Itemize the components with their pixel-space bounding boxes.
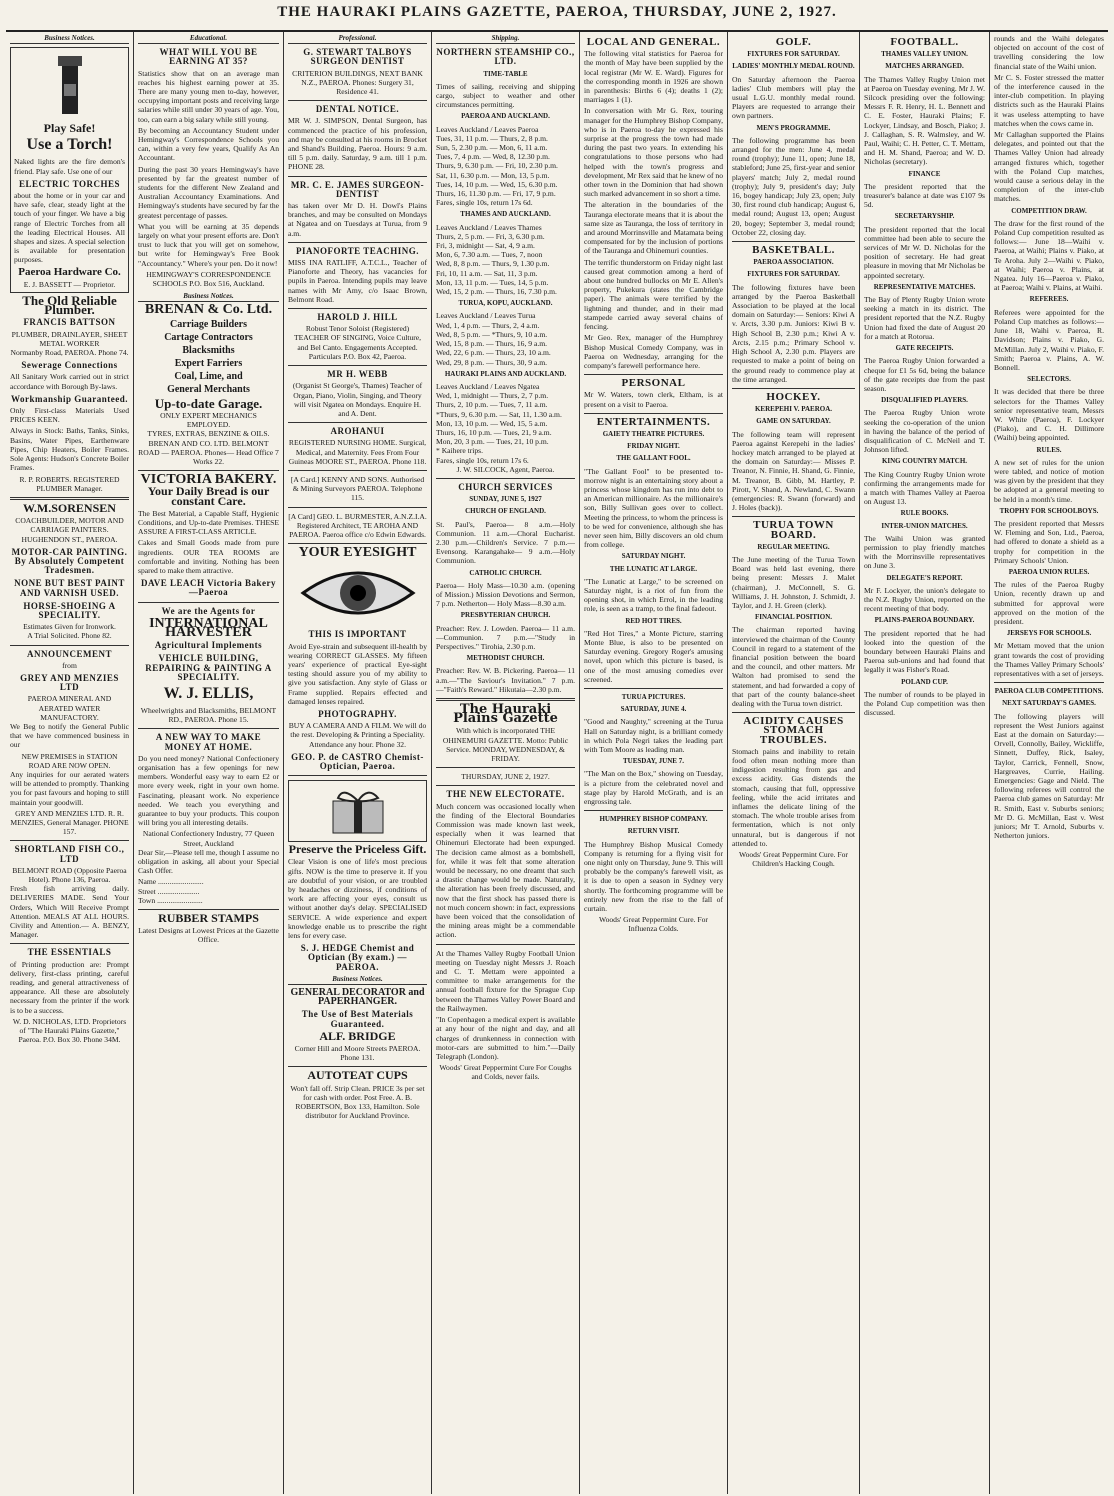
column-shipping <box>432 32 580 1494</box>
delegates-heading: DELEGATE'S REPORT. <box>886 573 963 582</box>
brenan-name: BRENAN & Co. Ltd. <box>144 302 273 318</box>
schedule-turua: Leaves Auckland / Leaves Turua Wed, 1, 4 p.m. — Thurs, 2, 4 a.m. Wed, 8, 5 p.m. — *Thurs, 9, 10 a.m. Wed, 15, 8 p.m. — Thurs, 16, 9 a.m. Wed, 22, 6 p.m. — Thurs, 23, 10 a.m. Wed, 29, 8 p.m. — Thurs, 30, 9 a.m. <box>436 311 551 367</box>
local-p2: In conversation with Mr G. Rex, touring manager for the Humphrey Bishop Company, who is in Paeroa to-day he expressed his surprise at the progress the town had made during the past two years. In extending his congratulations to those persons who had helped with the town's progress and development, Mr Rex said that he knew of no other town in the Dominion that had shown such marked advancement in so short a time. <box>584 106 723 199</box>
earning-p1: Statistics show that on an average man reaches his highest earning power at 35. There are many young men to-day, however, occupying important posts and receiving large salaries while still under 30 years of age. You, too, can earn a big salary while still young. <box>138 68 279 124</box>
schedule-thames: Leaves Auckland / Leaves Thames Thurs, 2, 5 p.m. — Fri, 3, 6.30 p.m. Fri, 3, midnight — Sat, 4, 9 a.m. Mon, 6, 7.30 a.m. — Tues, 7, noon Wed, 8, 8 p.m. — Thurs, 9, 1.30 p.m. Fri, 10, 11 a.m. — Sat, 11, 3 p.m. Mon, 13, 11 p.m. — Tues, 14, 5 p.m. Wed, 15, 2 p.m. — Thurs, 16, 7.30 p.m. <box>436 222 557 297</box>
column-educational <box>134 32 284 1494</box>
webb-heading: MR H. WEBB <box>327 369 388 380</box>
gallant-text: "The Gallant Fool" to be presented to-morrow night is an entertaining story about a princess whose kingdom has run into debt to an American millionaire. As the millionaire's son, Billy Sullivan goes over to collect. Meeting the princess, to whom the princess is to be wed for convenience, although she has never seen him, Billy discovers an old chum from college. <box>584 466 723 550</box>
james-heading: MR. C. E. JAMES SURGEON-DENTIST <box>290 179 425 199</box>
selectors-text: It was decided that there be three selectors for the Thames Valley senior representative team, Messrs W. White (Paeroa), F. Lockyer (Piako), and C. H. Dillimore (Waihi) being appointed. <box>994 387 1104 443</box>
hemingway-address: HEMINGWAY'S CORRESPONDENCE SCHOOLS P.O. Box 516, Auckland. <box>146 269 271 289</box>
silcock-agent: J. W. SILCOCK, Agent, Paeroa. <box>456 464 555 474</box>
games-heading: NEXT SATURDAY'S GAMES. <box>1002 699 1096 708</box>
shortland-address: BELMONT ROAD (Opposite Paeroa Hotel). Phone 136, Paeroa. <box>12 865 127 885</box>
turua-pictures-heading: TURUA PICTURES. <box>621 693 686 701</box>
paeroa-auckland-heading: PAEROA AND AUCKLAND. <box>461 112 550 121</box>
union-heading: THAMES VALLEY UNION. <box>881 50 968 59</box>
referees-text: Referees were appointed for the Poland Cup matches as follows:— June 18, Waihi v. Paeroa, R. Davidson; Plains v. Piako, G. McMillan. July 2, Waihi v. Piako, F. Smith; Paeroa v. Plains, A. W. Bonnell. <box>994 307 1104 372</box>
ellis-name: W. J. ELLIS, <box>163 684 254 702</box>
secretaryship-text: The president reported that the local committee had been able to secure the services of Mr W. D. Nicholas for the position of secretary. He had great pleasure in moving that Mr Nicholas be appointed secretary. <box>864 224 985 280</box>
woods-ad: Woods' Great Peppermint Cure. For Children's Hacking Cough. <box>739 850 848 869</box>
section-heading: Business Notices. <box>288 975 427 985</box>
important-heading: THIS IS IMPORTANT <box>308 629 407 640</box>
motorcar-heading: MOTOR-CAR PAINTING. By Absolutely Competent Tradesmen. <box>11 546 128 576</box>
entertainments-heading: ENTERTAINMENTS. <box>596 415 711 428</box>
programme-heading: MEN'S PROGRAMME. <box>756 123 831 132</box>
column-professional <box>284 32 432 1494</box>
essentials-heading: THE ESSENTIALS <box>27 947 112 958</box>
local-p1: The following vital statistics for Paeroa for the month of May have been supplied by the local registrar (Mr W. E. Ward). Figures for the corresponding month in 1926 are shown in parenthesis: Births 6 (4); deaths 1 (2); marriages 1 (1). <box>584 49 723 105</box>
estimates-text: Estimates Given for Ironwork. <box>23 622 116 632</box>
turua-tuesday: TUESDAY, JUNE 7. <box>623 757 684 766</box>
stamps-text: Latest Designs at Lowest Prices at the Gazette Office. <box>138 926 279 945</box>
presbyterian-heading: PRESBYTERIAN CHURCH. <box>460 611 551 620</box>
hockey-text: The following team will represent Paeroa against Kerepehi in the ladies' hockey match arranged to be played at the domain on Saturday:— Misses P. Treanor, N. Finnie, H. Shand, G. Finnie, M. Treanor, B. Gibb, M. Hartley, P. Pirott, V. Shand, A. Newland, C. Swann (emergencies: R. Swann (forward) and J. Holes (back)). <box>732 429 855 513</box>
boundary-heading: PLAINS-PAEROA BOUNDARY. <box>874 616 975 625</box>
workmanship-heading: Workmanship Guaranteed. <box>10 393 129 404</box>
from-text: from <box>62 660 77 670</box>
humphrey-text: The Humphrey Bishop Musical Comedy Company is returning for a flying visit for one night only on Thursday, June 9. This will probably be the company's farewell visit, as it is due to open a season in Sydney very shortly. The forthcoming programme will be entirely new from the rise to the fall of curtain. <box>584 839 723 914</box>
talboys-address: CRITERION BUILDINGS, NEXT BANK N.Z., PAEROA. Phones: Surgery 31, Residence 41. <box>292 68 423 97</box>
stock-text: Always in Stock: Baths, Tanks, Sinks, Basins, Water Pipes, Earthenware Pipes, Chip Heaters, Boiler Frames. Sole Agents: Hudson's Concrete Boiler Frames. <box>10 426 129 473</box>
golf-text: On Saturday afternoon the Paeroa ladies' Club members will play the usual L.G.U. monthly medal round. Players are requested to arrange their own partners. <box>732 74 855 121</box>
electric-torches-heading: ELECTRIC TORCHES <box>19 178 120 189</box>
medal-heading: LADIES' MONTHLY MEDAL ROUND. <box>732 62 855 71</box>
essentials-text: of Printing production are: Prompt delivery, first-class printing, careful reading, and general attractiveness of appearance. All these are absolutely necessary from the printer if the work is to be a success. <box>10 959 129 1015</box>
church-heading: CHURCH SERVICES <box>458 481 553 492</box>
plumber-trade: PLUMBER, DRAINLAYER, SHEET METAL WORKER <box>11 329 128 348</box>
earning-p4: What you will be earning at 35 depends largely on what your present efforts are. Don't trust to luck that you will get on somehow, but write for Hemingway's Free Book "Accountancy." Where's your pen. Do it now! <box>138 221 279 268</box>
coupon-street-field[interactable]: Street ...................... <box>138 886 200 896</box>
section-heading: Business Notices. <box>10 34 129 44</box>
grey-signature: GREY AND MENZIES LTD. R. R. MENZIES, General Manager. PHONE 157. <box>10 808 129 837</box>
bridge-address: Corner Hill and Moore Streets PAEROA. Phone 131. <box>294 1044 421 1063</box>
editorial-date: THURSDAY, JUNE 2, 1927. <box>461 772 550 782</box>
acidity-text: Stomach pains and inability to retain food often mean nothing more than indigestion resulting from gas and excess acidity. Gas distends the stomach, causing that full, oppressive feeling, while the acid irritates and inflames the delicate lining of the stomach. The whole trouble arises from fermentation, which is not only unnatural, but is dangerous if not attended to. <box>732 746 855 848</box>
boundary-text: The president reported that he had looked into the question of the boundary between Hauraki Plains and Paeroa sub-unions and had found that legally it was Fisher's Road. <box>864 628 985 675</box>
kerepehi-heading: KEREPEHI V. PAEROA. <box>754 405 832 414</box>
football-cont-p3: Mr Callaghan supported the Plains delegates, and pointed out that the Thames Valley Union had already arranged fixtures which, together with the Poland Cup matches, would cause a serious delay in the completion of the inter-club matches. <box>994 130 1104 204</box>
arohanui-text: REGISTERED NURSING HOME. Surgical, Medical, and Maternity. Fees From Four Guineas MOORE ST., PAEROA. Phone 118. <box>288 438 427 466</box>
personal-heading: PERSONAL <box>621 377 686 390</box>
local-p5: Mr Geo. Rex, manager of the Humphrey Bishop Musical Comedy Company, was in Paeroa on Wednesday, arranging for the company's farewell performance here. <box>584 333 723 370</box>
poland-heading: POLAND CUP. <box>901 677 948 686</box>
representative-text: The Bay of Plenty Rugby Union wrote seeking a match in its district. The president reported that the N.Z. Rugby Union had fixed the date of August 20 for a match at Rotorua. <box>864 295 985 341</box>
king-text: The King Country Rugby Union wrote confirming the arrangements made for a match with Thames Valley at Paeroa on August 13. <box>864 469 985 507</box>
saturday-heading: SATURDAY NIGHT. <box>621 552 686 561</box>
eye-icon <box>288 560 427 626</box>
earning-heading: WHAT WILL YOU BE EARNING AT 35? <box>159 47 258 67</box>
rules-heading: RULES. <box>1036 445 1062 454</box>
new-premises: NEW PREMISES in STATION ROAD ARE NOW OPEN. <box>21 751 118 770</box>
game-heading: GAME ON SATURDAY. <box>756 417 831 426</box>
basketball-text: The following fixtures have been arranged by the Paeroa Basketball Association to be played at the local domain on Saturday:— Seniors: Kiwi A v. Arcts, 3.30 p.m. Juniors: Kiwi B v. High School B, 2.30 p.m.; Kiwi A v. Arcts, 2.15 p.m.; Primary School v. High School A, 2.30 p.m. Players are requested to make a point of being on the ground ready to commence play at the time arranged. <box>732 282 855 384</box>
preserve-text: Clear Vision is one of life's most precious gifts. NOW is the time to preserve it. If you are doubtful of your vision, or are troubled by headaches or dizziness, if conditions of work are affecting your eyes, consult us without another day's delay. SPECIALISED SERVICE. A wide experience and expert knowledge enable us to prescribe the right lens for every case. <box>288 857 427 941</box>
torch-slogan: Use a Torch! <box>26 136 113 154</box>
local-heading: LOCAL AND GENERAL. <box>586 36 721 48</box>
rules-heading: RULE BOOKS. <box>900 509 949 518</box>
eye-text: Avoid Eye-strain and subsequent ill-health by wearing CORRECT GLASSES. My fifteen years' experience of practical Eye-sight testing should assure you of my ability to give you satisfaction. Any style of Glass or Frame supplied. Repairs effected and damaged lenses repaired. <box>288 641 427 706</box>
matches-heading: MATCHES ARRANGED. <box>885 62 964 71</box>
torch-ad <box>10 47 129 293</box>
coupon-text: Dear Sir,—Please tell me, though I assume no obligation in asking, all about your Special Cash Offer. <box>138 847 279 876</box>
torch-text: Naked lights are the fire demon's friend. Play safe. Use one of our <box>14 157 125 176</box>
varnish-heading: NONE BUT BEST PAINT AND VARNISH USED. <box>14 578 125 598</box>
leach-signature: DAVE LEACH Victoria Bakery—Paeroa <box>140 578 277 598</box>
photography-heading: PHOTOGRAPHY. <box>318 708 397 719</box>
steamship-heading: NORTHERN STEAMSHIP CO., LTD. <box>436 47 575 67</box>
interunion-heading: INTER-UNION MATCHES. <box>881 521 968 530</box>
arohanui-heading: AROHANUI <box>330 426 385 437</box>
tyres-text: TYRES, EXTRAS, BENZINE & OILS. <box>147 429 270 439</box>
humphrey-heading: HUMPHREY BISHOP COMPANY. <box>599 815 708 824</box>
representative-heading: REPRESENTATIVE MATCHES. <box>873 282 976 291</box>
gallant-heading: THE GALLANT FOOL. <box>616 454 691 463</box>
disqualified-text: The Paeroa Rugby Union wrote seeking the co-operation of the union in having the balance of the period of disqualification of C. McNeil and T. Johnson lifted. <box>864 408 985 455</box>
turua-board-heading: TURUA TOWN BOARD. <box>753 519 834 541</box>
programme-text: The following programme has been arranged for the men: June 4, medal round (trophy); June 11, open; June 18, stableford; June 25, first-year and senior players' match; July 2, medal round (trophy); July 9, president's day; July 16, bogey handicap; July 23, open; July 30, first round club handicap; August 6, medal round; August 13, open; August 20, bogey; September 3, medal round; October 22, closing day. <box>732 135 855 237</box>
confectionery-text: Do you need money? National Confectionery organisation has a few openings for new members. Wonderful easy way to earn £2 or more every week, right in your own home. Fascinating, pleasant work. No experience needed. We teach you everything and guarantee to buy your products. This coupon will bring you all interesting details. <box>138 753 279 828</box>
autoteat-text: Won't fall off. Strip Clean. PRICE 3s per set for cash with order. Post Free. A. B. ROBERTSON, Box 133, Hamilton. Sole distributor for Auckland Province. <box>290 1083 425 1121</box>
inquiries-text: Any inquiries for our aerated waters will be attended to promptly. Thanking you for past favours and hoping to still maintain your goodwill. <box>10 769 129 807</box>
plumber-name: FRANCIS BATTSON <box>23 317 116 328</box>
local-p3: The alteration in the boundaries of the Tauranga electorate means that it is about the same size as Tauranga, the loss of territory in and around Morrinsville and Matamata being compensated for by the inclusion of portions of the Tauranga and Ohinemuri counties. <box>584 200 723 256</box>
gazette-masthead: The Hauraki Plains Gazette <box>453 702 558 727</box>
roberts-manager: R. P. ROBERTS. REGISTERED PLUMBER Manager. <box>19 474 120 493</box>
catholic-heading: CATHOLIC CHURCH. <box>469 568 542 577</box>
simpson-text: MR W. J. SIMPSON, Dental Surgeon, has commenced the practice of his profession, and may be consulted at his rooms in Brocket and Shand's Building, Paeroa. Hours: 9 a.m. till 5 p.m. daily. Saturday, 9 a.m. till 1 p.m. PHONE 28. <box>288 116 427 172</box>
earning-p3: During the past 30 years Hemingway's have presented by far the greatest number of students for the different New Zealand and Australian Accountancy Examinations. And Hemingway's students have secured by far the greatest percentage of passes. <box>138 164 279 220</box>
hill-heading: HAROLD J. HILL <box>317 312 398 323</box>
brenan-address: BRENAN AND CO. LTD. BELMONT ROAD — PAEROA. Phones— Head Office 7 Works 22. <box>138 438 279 466</box>
horseshoe-heading: HORSE-SHOEING A SPECIALITY. <box>23 600 116 620</box>
england-text: St. Paul's, Paeroa— 8 a.m.—Holy Communion. 11 a.m.—Choral Eucharist. 2.30 p.m.—Children's Service. 7 p.m.—Evensong. Karangahake— 9 a.m.—Holy Communion. <box>436 519 575 566</box>
agents-heading: We are the Agents for <box>161 605 256 616</box>
schedule-paeroa: Leaves Auckland / Leaves Paeroa Tues, 31, 11 p.m. — Thurs, 2, 8 p.m. Sun, 5, 2.30 p.m. — Mon, 6, 11 a.m. Tues, 7, 4 p.m. — Wed, 8, 12.30 p.m. Thurs, 9, 6.30 p.m. — Fri, 10, 2.30 p.m. Sat, 11, 6.30 p.m. — Mon, 13, 5 p.m. Tues, 14, 10 p.m. — Wed, 15, 6.30 p.m. Thurs, 16, 11.30 p.m. — Fri, 17, 9 p.m. Fares, single 10s, return 17s 6d. <box>436 124 558 208</box>
torch-headline: Play Safe! <box>43 121 96 136</box>
gazette-subtitle: With which is incorporated THE OHINEMURI GAZETTE. Motto: Public Service. MONDAY, WEDNESDAY, & FRIDAY. <box>442 726 569 764</box>
hockey-heading: HOCKEY. <box>766 390 821 403</box>
financial-heading: FINANCIAL POSITION. <box>754 613 832 622</box>
section-heading: Business Notices. <box>138 292 279 302</box>
column-football-continued <box>990 32 1108 1494</box>
hardware-proprietor: E. J. BASSETT — Proprietor. <box>23 279 116 289</box>
turua-saturday: SATURDAY, JUNE 4. <box>620 705 687 714</box>
referees-heading: REFEREES. <box>1029 295 1069 304</box>
column-business-notices <box>6 32 134 1494</box>
piano-heading: PIANOFORTE TEACHING. <box>295 245 420 256</box>
hedge-signature: S. J. HEDGE Chemist and Optician (By exam.) — PAEROA. <box>300 943 415 972</box>
presbyterian-text: Preacher: Rev. J. Lowden. Paeroa— 11 a.m.—Communion. 7 p.m.—"Study in Perspectives." Tirohia, 2.30 p.m. <box>436 623 575 651</box>
workmanship-text: Only First-class Materials Used PRICES KEEN. <box>10 406 129 425</box>
sewerage-heading: Sewerage Connections <box>21 360 118 371</box>
grey-menzies-heading: GREY AND MENZIES LTD <box>20 672 119 693</box>
grey-menzies-text: We Beg to notify the General Public that we have commenced business in our <box>10 721 129 750</box>
schedule-hauraki: Leaves Auckland / Leaves Ngatea Wed, 1, midnight — Thurs, 2, 7 p.m. Thurs, 2, 10 p.m. — Tues, 7, 11 a.m. *Thurs, 9, 6.30 p.m. — Sat, 11, 1.30 a.m. Mon, 13, 10 p.m. — Wed, 15, 5 a.m. Thurs, 16, 10 p.m. — Tues, 21, 9 a.m. Mon, 20, 3 p.m. — Tues, 21, 10 p.m. * Kaihere trips. Fares, single 10s, return 17s 6. <box>436 381 562 465</box>
thames-valley-note: At the Thames Valley Rugby Football Union meeting on Tuesday night Messrs J. Roach and C. T. Mettam were appointed a committee to make arrangements for the annual football fixture for the Sprague Cup between the Thames Valley Power Board and the Railwaymen. <box>436 948 575 1013</box>
disqualified-heading: DISQUALIFIED PLAYERS. <box>881 396 968 405</box>
bread-heading: Your Daily Bread is our constant Care. <box>147 484 270 508</box>
turua-sat-text: "Good and Naughty," screening at the Turua Hall on Saturday night, is a brilliant comedy in which Pola Negri takes the leading part with Tom Moore as leading man. <box>584 717 723 755</box>
gift-icon <box>288 780 427 842</box>
paeroa-rules-heading: PAEROA UNION RULES. <box>1008 567 1090 576</box>
finance-text: The president reported that the treasurer's balance at date was £107 9s 5d. <box>864 181 985 210</box>
paeroa-rules-text: The rules of the Paeroa Rugby Union, recently drawn up and submitted for approval were approved on the motion of the president. <box>994 580 1104 626</box>
sorensen-trade: COACHBUILDER, MOTOR AND CARRIAGE PAINTERS. HUGHENDON ST., PAEROA. <box>15 516 124 544</box>
autoteat-heading: AUTOTEAT CUPS <box>307 1068 408 1083</box>
mechanics-text: ONLY EXPERT MECHANICS EMPLOYED. <box>160 410 257 430</box>
turua-tue-text: "The Man on the Box," showing on Tuesday, is a picture from the celebrated novel and stage play by Harold McGrath, and is an engrossing tale. <box>584 769 723 807</box>
trial-text: A Trial Solicited. Phone 82. <box>27 631 112 641</box>
james-text: has taken over Mr D. H. Dowl's Plains branches, and may be consulted on Mondays at Ngatea and on Tuesdays at Turua, from 9 a.m. <box>288 201 427 238</box>
national-address: National Confectionery Industry, 77 Queen Street, Auckland <box>142 829 275 848</box>
football-p1: The Thames Valley Rugby Union met at Paeroa on Tuesday evening. Mr J. W. Silcock presiding over the following: Messrs F. R. Henry, H. L. Bennett and C. E. Foster, Hauraki Plains; F. Lockyer, Lindsay, and Bosch, Piako; J. J. Callaghan, S. R. Walmsley, and W. Paul, Waihi; C. H. Petter, C. T. Mettam, and H. M. Shand, Paeroa; and W. D. Nicholas (secretary). <box>864 74 985 167</box>
acidity-heading: ACIDITY CAUSES STOMACH TROUBLES. <box>743 715 844 746</box>
selectors-heading: SELECTORS. <box>1027 375 1071 384</box>
dental-heading: DENTAL NOTICE. <box>315 104 400 115</box>
hardware-name: Paeroa Hardware Co. <box>18 265 121 278</box>
jerseys-text: Mr Mettam moved that the union grant towards the cost of providing the Thames Valley Primary Schools' representatives with a set of jerseys. <box>994 641 1104 678</box>
section-heading: Professional. <box>288 34 427 44</box>
woods-ad: Woods' Great Peppermint Cure For Coughs and Colds, never fails. <box>439 1063 572 1082</box>
turua-text: The June meeting of the Turua Town Board was held last evening, there being present: Messrs J. Malet (chairman), J. McConnell, S. G. Williams, J. H. Johnston, J. Schmidt, J. Taylor, and J. H. Green (clerk). <box>732 554 855 610</box>
coupon-name-field[interactable]: Name ........................ <box>138 877 204 887</box>
vehicle-heading: VEHICLE BUILDING, REPAIRING & PAINTING A SPECIALITY. <box>145 653 272 682</box>
trophy-heading: TROPHY FOR SCHOOLBOYS. <box>999 506 1099 515</box>
local-p4: The terrific thunderstorm on Friday night last caused great commotion among a herd of about one hundred bullocks on Mr E. Allen's property, Pukekura (states the Cambridge paper). The animals were terrified by the lightning and thunder, and in their mad stampede carried away several chains of fencing. <box>584 257 723 332</box>
poland-text: The number of rounds to be played in the Poland Cup competition was then discussed. <box>864 689 985 718</box>
secretaryship-heading: SECRETARYSHIP. <box>894 212 955 221</box>
basketball-heading: BASKETBALL. <box>752 244 835 257</box>
copenhagen-note: "In Copenhagen a medical expert is available at any hour of the night and day, and all charges of drunkenness in connection with motor-cars are submitted to him."—Daily Telegraph (London). <box>436 1015 575 1061</box>
sorensen-name: W.M.SORENSEN <box>23 500 116 515</box>
ellis-trade: Wheelwrights and Blacksmiths, BELMONT RD., PAEROA. Phone 15. <box>140 705 277 725</box>
decorator-heading: GENERAL DECORATOR and PAPERHANGER. <box>290 987 425 1008</box>
thames-auckland-heading: THAMES AND AUCKLAND. <box>460 210 551 219</box>
kenny-card: [A Card.] KENNY AND SONS. Authorised & Mining Surveyors PAEROA. Telephone 115. <box>290 474 425 503</box>
king-heading: KING COUNTRY MATCH. <box>881 457 968 466</box>
torch-icon <box>14 51 125 121</box>
lunatic-text: "The Lunatic at Large," to be screened on Saturday night, is a riot of fun from the opening shot, in which Errol, in the leading role, is seen as a tramp, to the final fadeout. <box>584 576 723 614</box>
england-heading: CHURCH OF ENGLAND. <box>465 507 546 516</box>
sewerage-text: All Sanitary Work carried out in strict accordance with Borough By-laws. <box>10 372 129 391</box>
electorate-text: Much concern was occasioned locally when the finding of the Electoral Boundaries Commission was made known last week, especially when it was learned that Ohinemuri Electorate had been expunged. The decision came almost as a bombshell, for, while it was felt that some alteration would be necessary, no one dreamt that such a drastic change would be made. Naturally, the alteration has been freely discussed, and now that the first shock has passed there is not much concern shown: in fact, expressions have been voiced that the consolidation of the mining areas might be a commendable action. <box>436 801 575 940</box>
timetable-heading: TIME-TABLE <box>483 69 528 78</box>
materials-heading: The Use of Best Materials Guaranteed. <box>301 1009 414 1029</box>
sunday-date: SUNDAY, JUNE 5, 1927 <box>469 495 542 504</box>
eyesight-heading: YOUR EYESIGHT <box>298 545 417 561</box>
section-heading: Shipping. <box>436 34 575 44</box>
golf-heading: GOLF. <box>775 36 812 48</box>
football-cont-p1: rounds and the Waihi delegates objected on account of the cost of travelling considering the low financial state of the Waihi union. <box>994 34 1104 71</box>
regular-heading: REGULAR MEETING. <box>757 542 830 551</box>
ratliff-text: MISS INA RATLIFF, A.T.C.L., Teacher of Pianoforte and Theory, has vacancies for pupils in Paeroa. Intending pupils may leave names with Mr Amy, c/o Isaac Brown, Belmont Road. <box>288 258 427 304</box>
football-cont-p2: Mr C. S. Foster stressed the matter of the interference caused in the inter-club competition. In playing districts such as the Hauraki Plains it was useless attempting to have matches when the cows came in. <box>994 72 1104 128</box>
webb-text: (Organist St George's, Thames) Teacher of Organ, Piano, Violin, Singing, and Theory will visit Ngatea on Mondays. Enquire H. and A. Dent. <box>292 381 423 418</box>
brenan-services: Carriage Builders Cartage Contractors Blacksmiths Expert Farriers Coal, Lime, and General Merchants <box>164 318 253 395</box>
gaiety-heading: GAIETY THEATRE PICTURES. <box>602 429 705 438</box>
coupon-town-field[interactable]: Town ........................ <box>138 895 203 905</box>
timetable-note: Times of sailing, receiving and shipping cargo, subject to weather and other circumstances permitting. <box>436 81 575 110</box>
cakes-text: Cakes and Small Goods made from pure ingredients. OUR TEA ROOMS are comfortable and inviting. Nothing has been spared to make them attractive. <box>138 538 279 575</box>
redhot-text: "Red Hot Tires," a Monte Picture, starring Monte Blue, is also to be presented on Saturday evening. Gregory Roger's amusing novel, upon which this picture is based, is one of the most amusing comedies ever screened. <box>584 628 723 684</box>
plumber-headline: The Old Reliable Plumber. <box>22 293 117 318</box>
torch-body: about the home or in your car and have safe, clear, steady light at the touch of your finger. We have a big range of Electric Torches from all the leading Electrical Houses. All shapes and sizes. A special selection is available for presentation purposes. <box>14 191 125 265</box>
column-local-general <box>580 32 728 1494</box>
return-heading: RETURN VISIT. <box>627 827 680 836</box>
grey-menzies-sub: PAEROA MINERAL AND AERATED WATER MANUFACTORY. <box>27 694 112 722</box>
bridge-name: ALF. BRIDGE <box>319 1028 396 1043</box>
woods-ad: Woods' Great Peppermint Cure. For Influenza Colds. <box>599 915 708 934</box>
catholic-text: Paeroa— Holy Mass—10.30 a.m. (opening of Mission.) Mission Devotions and Sermon, 7 p.m. Netherton— Holy Mass—8.30 a.m. <box>436 580 575 609</box>
talboys-heading: G. STEWART TALBOYS SURGEON DENTIST <box>303 47 412 67</box>
earning-p2: By becoming an Accountancy Student under Hemingway's Correspondence Schools you can, within a very few years, Qualify As An Accountant. <box>138 125 279 163</box>
preserve-heading: Preserve the Priceless Gift. <box>288 842 427 857</box>
competition-heading: COMPETITION DRAW. <box>1011 206 1087 215</box>
harvester-heading: INTERNATIONAL HARVESTER <box>149 615 268 640</box>
photography-text: BUY A CAMERA AND A FILM. We will do the rest. Developing & Printing a Speciality. Attendance any hour. Phone 32. <box>288 721 427 749</box>
hauraki-heading: HAURAKI PLAINS AND AUCKLAND. <box>444 369 567 378</box>
plumber-address: Normanby Road, PAEROA. Phone 74. <box>10 348 129 358</box>
lunatic-heading: THE LUNATIC AT LARGE. <box>609 564 698 573</box>
electorate-heading: THE NEW ELECTORATE. <box>446 789 565 800</box>
newway-heading: A NEW WAY TO MAKE MONEY AT HOME. <box>155 732 262 752</box>
garage-heading: Up-to-date Garage. <box>154 395 263 411</box>
column-football <box>860 32 990 1494</box>
personal-text: Mr W. Waters, town clerk, Eltham, is at present on a visit to Paeroa. <box>584 390 723 409</box>
trophy-text: The president reported that Messrs W. Fleming and Son, Ltd., Paeroa, had offered to donate a shield as a trophy for competition in the Primary Schools' Union. <box>994 518 1104 565</box>
turua-heading: TURUA, KOPU, AUCKLAND. <box>458 299 553 308</box>
announcement-heading: ANNOUNCEMENT <box>26 648 112 659</box>
finance-heading: FINANCE <box>908 169 941 178</box>
stamps-heading: RUBBER STAMPS <box>158 911 259 926</box>
gate-heading: GATE RECEIPTS. <box>895 344 954 353</box>
bakery-heading: VICTORIA BAKERY. <box>140 472 277 488</box>
rules-text: A new set of rules for the union were tabled, and notice of motion was given by the president that they be adopted at a general meeting to be held in a month's time. <box>994 457 1104 504</box>
financial-text: The chairman reported having interviewed the chairman of the County Council in regard to a statement of the financial position between the board and the council, and other matters. Mr Walton had promised to send the statement, and had forwarded a copy of that part of the county balance-sheet dealing with the Turua town district. <box>732 625 855 708</box>
friday-heading: FRIDAY NIGHT. <box>627 442 680 451</box>
delegates-text: Mr F. Lockyer, the union's delegate to the N.Z. Rugby Union, reported on the recent meeting of that body. <box>864 585 985 614</box>
draw-text: The draw for the first round of the Poland Cup competition resulted as follows:— June 18—Waihi v. Paeroa, at Waihi; Plains v. Piako, at Te Aroha. July 2—Waihi v. Piako, at Waihi; Paeroa v. Plains, at Ngatea. July 16—Paeroa v. Piako, at Paeroa; Waihi v. Plains, at Waihi. <box>994 218 1104 293</box>
methodist-heading: METHODIST CHURCH. <box>466 654 545 663</box>
masthead: THE HAURAKI PLAINS GAZETTE, PAEROA, THURSDAY, JUNE 2, 1927. <box>6 4 1108 32</box>
shortland-heading: SHORTLAND FISH CO., LTD <box>14 844 125 864</box>
jerseys-heading: JERSEYS FOR SCHOOLS. <box>1006 629 1092 638</box>
castro-signature: GEO. P. de CASTRO Chemist-Optician, Paeroa. <box>291 751 424 771</box>
association-heading: PAEROA ASSOCIATION. <box>753 258 834 267</box>
interunion-text: The Waihi Union was granted permission to play friendly matches with the Morrinsville representatives on June 3. <box>864 533 985 571</box>
games-text: The following players will represent the West Juniors against East at the domain on Saturday:— Orvell, Connolly, Bailey, Wickliffe, Sinnett, Duffey, Rick, Isaley, Taylor, Carrick, Fennell, Snow, Hargreaves, Currie, Hailing. Emergencies: Gage and Nield. The following referees will control the Paeroa club games on Saturday: Mr R. Smith, East v. Suburbs seniors; Mr D. G. McMillan, East v. West juniors; Mr T. Arnold, Suburbs v. Netherton juniors. <box>994 711 1104 841</box>
implements-heading: Agricultural Implements <box>154 640 263 651</box>
section-heading: Educational. <box>138 34 279 44</box>
football-heading: FOOTBALL. <box>890 36 959 48</box>
hill-text: Robust Tenor Soloist (Registered) TEACHER OF SINGING, Voice Culture, and Bel Canto. Engagements Accepted. Particulars P.O. Box 42, Paeroa. <box>293 324 422 361</box>
fish-text: Fresh fish arriving daily. DELIVERIES MADE. Send Your Orders, Which Will Receive Prompt Attention. MEALS AT ALL HOURS. Civility and Attention.— A. BENZY, Manager. <box>10 884 129 940</box>
fixtures-heading: FIXTURES FOR SATURDAY. <box>747 270 840 279</box>
golf-fixtures: FIXTURES FOR SATURDAY. <box>747 50 840 59</box>
gate-text: The Paeroa Rugby Union forwarded a cheque for £1 5s 6d, being the balance of the gate receipts due from the past season. <box>864 356 985 393</box>
club-heading: PAEROA CLUB COMPETITIONS. <box>994 687 1104 696</box>
redhot-heading: RED HOT TIRES. <box>625 616 682 625</box>
bread-text: The Best Material, a Capable Staff, Hygienic Conditions, and Up-to-date Premises. THESE ASSURE A FIRST-CLASS ARTICLE. <box>138 508 279 537</box>
column-sport <box>728 32 860 1494</box>
burmester-card: [A Card] GEO. L. BURMESTER, A.N.Z.I.A. Registered Architect, TE AROHA AND PAEROA. Paeroa office c/o Edwin Edwards. <box>288 511 427 539</box>
nicholas-proprietors: W. D. NICHOLAS, LTD. Proprietors of "The Hauraki Plains Gazette," Paeroa. P.O. Box 30. Phone 34M. <box>12 1016 127 1045</box>
methodist-text: Preacher: Rev. W. B. Pickering. Paeroa— 11 a.m.—"The Saviour's Invitation." 7 p.m.—"Faith's Reward." Hikutaia—2.30 p.m. <box>436 666 575 694</box>
